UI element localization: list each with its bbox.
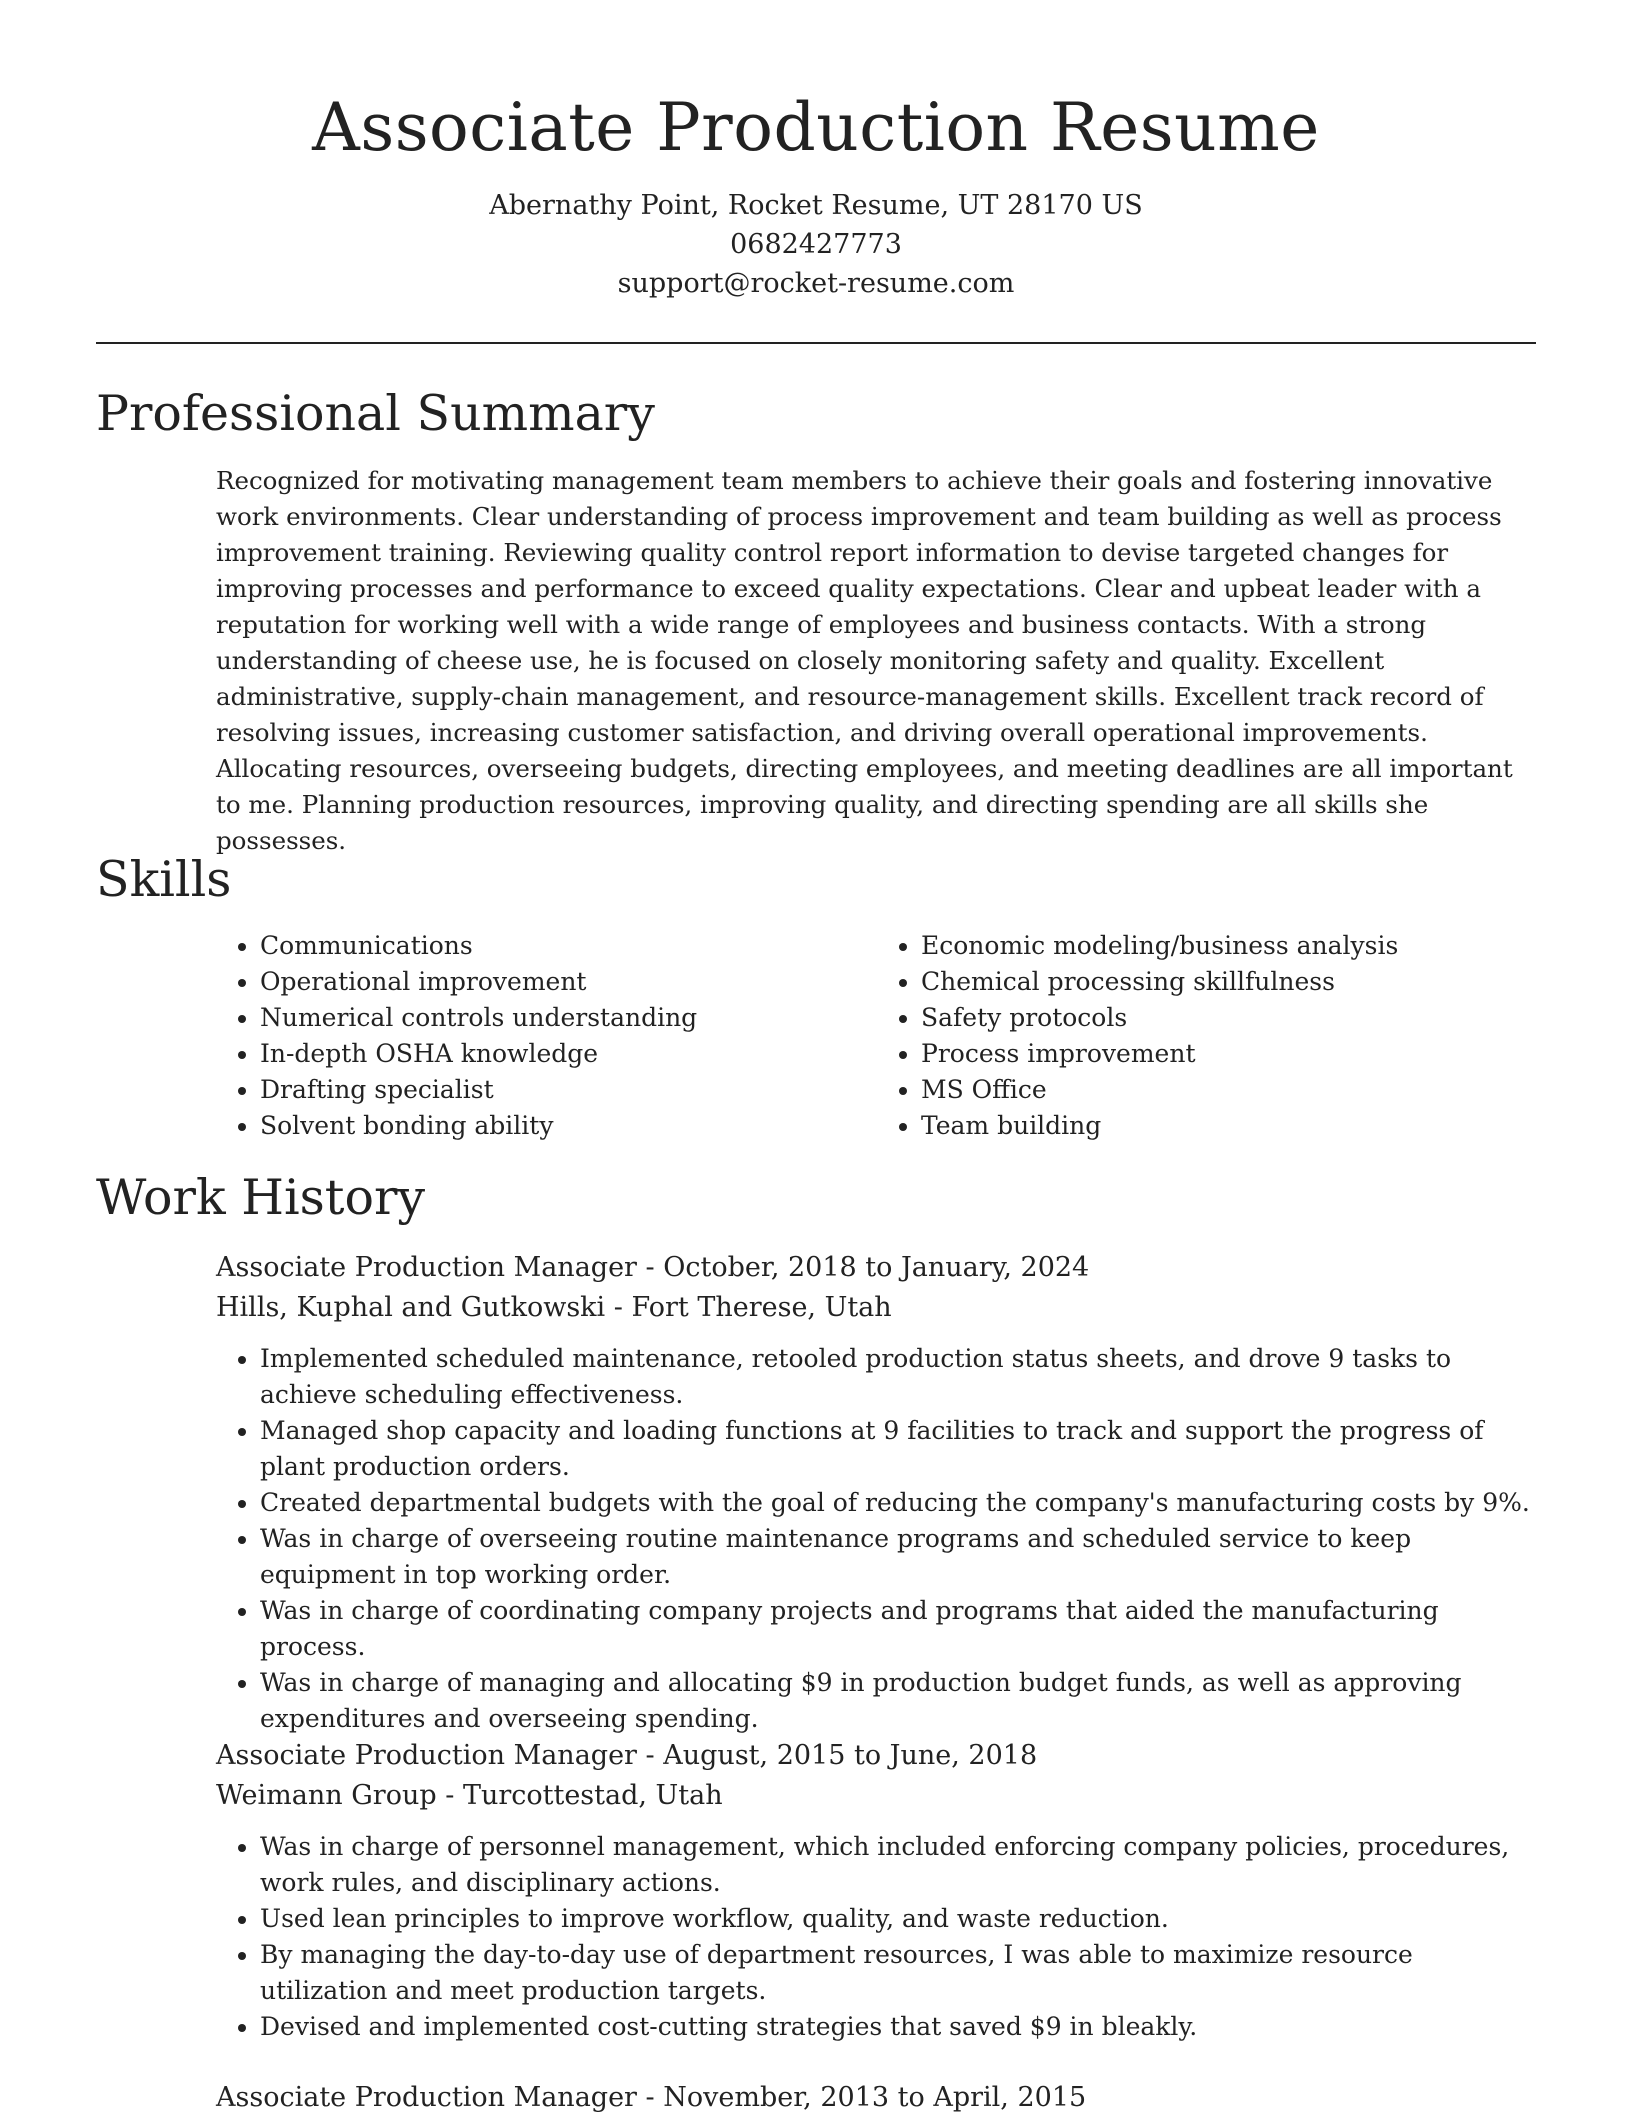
skills-column-right <box>877 928 1538 1144</box>
contact-email: support@rocket-resume.com <box>617 268 1015 299</box>
job-company: Weimann Group <box>216 1780 437 1811</box>
job-bullet: • Implemented scheduled maintenance, retooled production status sheets, and drove 9 tasks to achieve scheduling effectiveness. <box>260 1341 1538 1413</box>
job-bullet: • Used lean principles to improve workflow, quality, and waste reduction. <box>260 1901 1538 1937</box>
skill-item: • Communications <box>260 928 877 964</box>
job-dates: October, 2018 to January, 2024 <box>663 1252 1090 1283</box>
header-divider <box>96 342 1536 344</box>
resume-header <box>0 0 1632 303</box>
contact-phone: 0682427773 <box>730 229 902 260</box>
job-title-line: Associate Production Manager - October, 2018 to January, 2024 <box>216 1252 1090 1283</box>
skill-item: • Drafting specialist <box>260 1072 877 1108</box>
job-entry <box>216 1736 1538 2045</box>
job-title-line: Associate Production Manager - August, 2015 to June, 2018 <box>216 1740 1038 1771</box>
job-dates: November, 2013 to April, 2015 <box>663 2082 1087 2112</box>
skill-item: • Process improvement <box>921 1036 1538 1072</box>
job-title-line: Associate Production Manager - November, 2013 to April, 2015 <box>216 2082 1087 2112</box>
job-location: Turcottestad, Utah <box>462 1780 723 1811</box>
job-entry <box>216 2078 1538 2112</box>
contact-address: Abernathy Point, Rocket Resume, UT 28170 US <box>489 190 1143 221</box>
job-company-line: Hills, Kuphal and Gutkowski - Fort Therese, Utah <box>216 1292 892 1323</box>
job-bullet: • Was in charge of overseeing routine maintenance programs and scheduled service to keep equipment in top working order. <box>260 1521 1538 1593</box>
skill-item: • Numerical controls understanding <box>260 1000 877 1036</box>
job-bullet: • Was in charge of managing and allocating $9 in production budget funds, as well as approving expenditures and overseeing spending. <box>260 1665 1538 1737</box>
job-bullet: • Created departmental budgets with the goal of reducing the company's manufacturing costs by 9%. <box>260 1485 1538 1521</box>
job-bullets <box>216 1341 1538 1737</box>
job-company: Hills, Kuphal and Gutkowski <box>216 1292 606 1323</box>
job-entry <box>216 1248 1538 1737</box>
skills-heading: Skills <box>96 851 232 908</box>
job-bullet: • Was in charge of coordinating company projects and programs that aided the manufacturing process. <box>260 1593 1538 1665</box>
contact-info <box>0 186 1632 303</box>
skill-item: • Economic modeling/business analysis <box>921 928 1538 964</box>
skill-item: • Safety protocols <box>921 1000 1538 1036</box>
job-company-line: Weimann Group - Turcottestad, Utah <box>216 1780 723 1811</box>
job-role: Associate Production Manager <box>216 2082 637 2112</box>
skill-item: • Solvent bonding ability <box>260 1108 877 1144</box>
job-bullets <box>216 1829 1538 2045</box>
skill-item: • MS Office <box>921 1072 1538 1108</box>
resume-title: Associate Production Resume <box>312 89 1320 166</box>
work-history-heading: Work History <box>96 1169 426 1226</box>
job-dates: August, 2015 to June, 2018 <box>663 1740 1038 1771</box>
job-location: Fort Therese, Utah <box>631 1292 892 1323</box>
summary-text: Recognized for motivating management team members to achieve their goals and fostering innovative work environments. Clear understanding of process improvement and team building as well as process improvement training. Reviewing quality control report information to devise targeted changes for improving processes and performance to exceed quality expectations. Clear and upbeat leader with a reputation for working well with a wide range of employees and business contacts. With a strong understanding of cheese use, he is focused on closely monitoring safety and quality. Excellent administrative, supply-chain management, and resource-management skills. Excellent track record of resolving issues, increasing customer satisfaction, and driving overall operational improvements. Allocating resources, overseeing budgets, directing employees, and meeting deadlines are all important to me. Planning production resources, improving quality, and directing spending are all skills she possesses. <box>216 466 1513 855</box>
summary-heading: Professional Summary <box>96 385 655 442</box>
skill-item: • Team building <box>921 1108 1538 1144</box>
skills-column-left <box>216 928 877 1144</box>
job-bullet: • Was in charge of personnel management, which included enforcing company policies, procedures, work rules, and disciplinary actions. <box>260 1829 1538 1901</box>
skill-item: • Operational improvement <box>260 964 877 1000</box>
job-bullet: • Devised and implemented cost-cutting strategies that saved $9 in bleakly. <box>260 2009 1538 2045</box>
job-bullet: • By managing the day-to-day use of department resources, I was able to maximize resource utilization and meet production targets. <box>260 1937 1538 2009</box>
skill-item: • Chemical processing skillfulness <box>921 964 1538 1000</box>
job-role: Associate Production Manager <box>216 1740 637 1771</box>
job-role: Associate Production Manager <box>216 1252 637 1283</box>
skill-item: • In-depth OSHA knowledge <box>260 1036 877 1072</box>
job-bullet: • Managed shop capacity and loading functions at 9 facilities to track and support the progress of plant production orders. <box>260 1413 1538 1485</box>
skills-list <box>216 928 1538 1144</box>
